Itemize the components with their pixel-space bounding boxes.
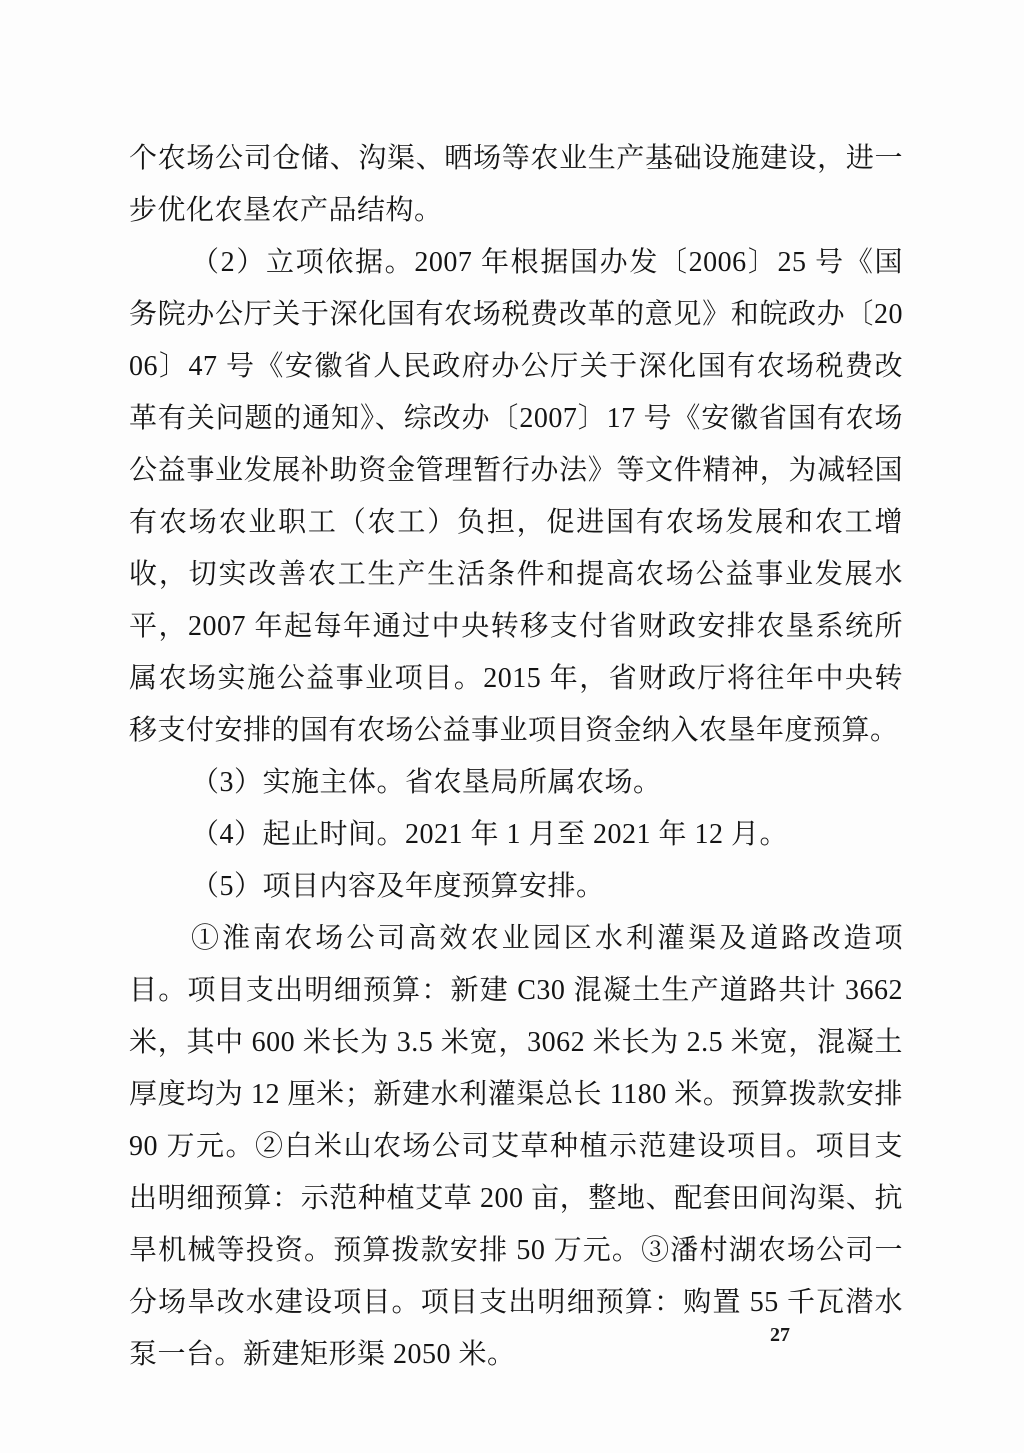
paragraph-item-5-content-heading: （5）项目内容及年度预算安排。 (191, 871, 605, 902)
text-block (129, 133, 903, 1381)
paragraph-item-3-implementer: （3）实施主体。省农垦局所属农场。 (191, 767, 662, 798)
paragraph-project-details: ①淮南农场公司高效农业园区水利灌渠及道路改造项目。项目支出明细预算：新建 C30 混凝土生产道路共计 3662 米，其中 600 米长为 3.5 米宽，3062 米长为 2.5 米宽，混凝土厚度均为 12 厘米；新建水利灌渠总长 1180 米。预算拨款安排 90 万元。②白米山农场公司艾草种植示范建设项目。项目支出明细预算：示范种植艾草 200 亩，整地、配套田间沟渠、抗旱机械等投资。预算拨款安排 50 万元。③潘村湖农场公司一分场旱改水建设项目。项目支出明细预算：购置 55 千瓦潜水泵一台。新建矩形渠 2050 米。 (129, 923, 903, 1370)
paragraph-item-4-timeframe: （4）起止时间。2021 年 1 月至 2021 年 12 月。 (191, 819, 789, 850)
paragraph-item-2-basis: （2）立项依据。2007 年根据国办发〔2006〕25 号《国务院办公厅关于深化国有农场税费改革的意见》和皖政办〔2006〕47 号《安徽省人民政府办公厅关于深化国有农场税费改革有关问题的通知》、综改办〔2007〕17 号《安徽省国有农场公益事业发展补助资金管理暂行办法》等文件精神，为减轻国有农场农业职工（农工）负担，促进国有农场发展和农工增收，切实改善农工生产生活条件和提高农场公益事业发展水平，2007 年起每年通过中央转移支付省财政安排农垦系统所属农场实施公益事业项目。2015 年，省财政厅将往年中央转移支付安排的国有农场公益事业项目资金纳入农垦年度预算。 (129, 247, 903, 746)
page-number: 27 (770, 1324, 790, 1346)
paragraph-continuation: 个农场公司仓储、沟渠、晒场等农业生产基础设施建设，进一步优化农垦农产品结构。 (129, 143, 903, 226)
